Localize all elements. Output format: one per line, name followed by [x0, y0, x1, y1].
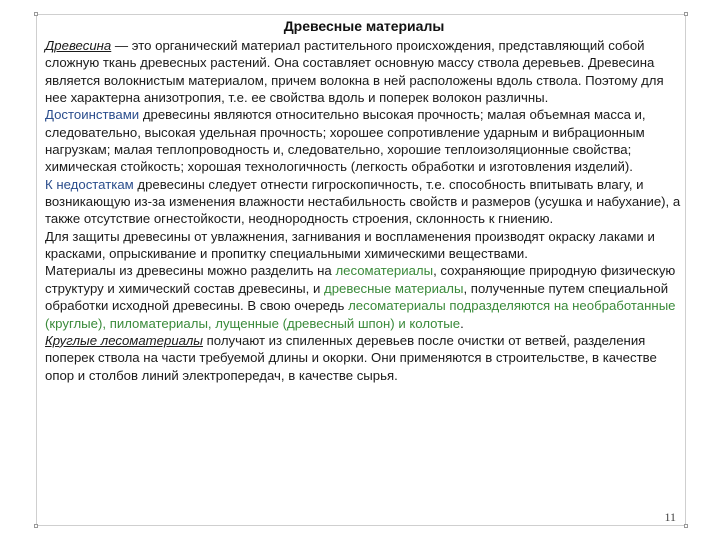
document-body: [45, 37, 687, 384]
paragraph-protection: [45, 228, 687, 263]
paragraph-text: Материалы из древесины можно разделить на: [45, 263, 336, 279]
paragraph-text: , сохраняющие природную физическую структуру и химический состав древесины, и: [45, 263, 676, 296]
corner-handle-bottom-right: [684, 524, 688, 528]
paragraph-definition: [45, 37, 687, 106]
paragraph-advantages: [45, 106, 687, 175]
paragraph-text: .: [460, 315, 464, 331]
paragraph-text: получают из спиленных деревьев после очистки от ветвей, разделения поперек ствола на части требуемой длины и окорки. Они применяются в строительстве, в качестве опор и столбов линий электропередач, в качестве сырья.: [45, 332, 657, 383]
term-round-timber: Круглые лесоматериалы: [45, 332, 203, 348]
paragraph-text: — это органический материал растительного происхождения, представляющий собой сложную ткань древесных растений. Она составляет основную массу ствола деревьев. Древесина является волокнистым материалом, причем волокна в ней расположены вдоль ствола. Поэтому для нее характерна анизотропия, т.е. ее свойства вдоль и поперек волокон различны.: [45, 38, 664, 106]
paragraph-disadvantages: [45, 176, 687, 228]
paragraph-classification: [45, 262, 687, 331]
paragraph-text: древесины являются относительно высокая прочность; малая объемная масса и, следовательно, высокая удельная прочность; хорошее сопротивление ударным и вибрационным нагрузкам; малая теплопроводность и, следовательно, хорошие теплоизоляционные свойства; химическая стойкость; хорошая технологичность (легкость обработки и изготовления изделий).: [45, 107, 646, 175]
term-advantages: Достоинствами: [45, 107, 140, 123]
corner-handle-top-left: [34, 12, 38, 16]
term-wood-materials: древесные материалы: [324, 280, 464, 296]
corner-handle-bottom-left: [34, 524, 38, 528]
paragraph-text: , полученные путем специальной обработки исходной древесины. В свою очередь: [45, 280, 669, 314]
paragraph-text: древесины следует отнести гигроскопичность, т.е. способность впитывать влагу, и возникающую из-за изменения влажности нестабильность свойств и размеров (усушка и набухание), а также отсутствие огнестойкости, неоднородность строения, склонность к гниению.: [45, 176, 681, 227]
term-timber: лесоматериалы: [335, 263, 434, 279]
page-title: Древесные материалы: [283, 18, 445, 34]
term-timber-types: лесоматериалы подразделяются на необработанные (круглые), пиломатериалы, лущенные (древесный шпон) и колотые: [45, 298, 676, 331]
corner-handle-top-right: [684, 12, 688, 16]
paragraph-text: Для защиты древесины от увлажнения, загнивания и воспламенения производят окраску лаками и красками, опрыскивание и пропитку специальными химическими веществами.: [45, 228, 655, 262]
page-number: 11: [664, 510, 676, 524]
term-disadvantages: К недостаткам: [45, 176, 134, 192]
term-wood: Древесина: [45, 38, 112, 53]
paragraph-round-timber: [45, 332, 687, 384]
